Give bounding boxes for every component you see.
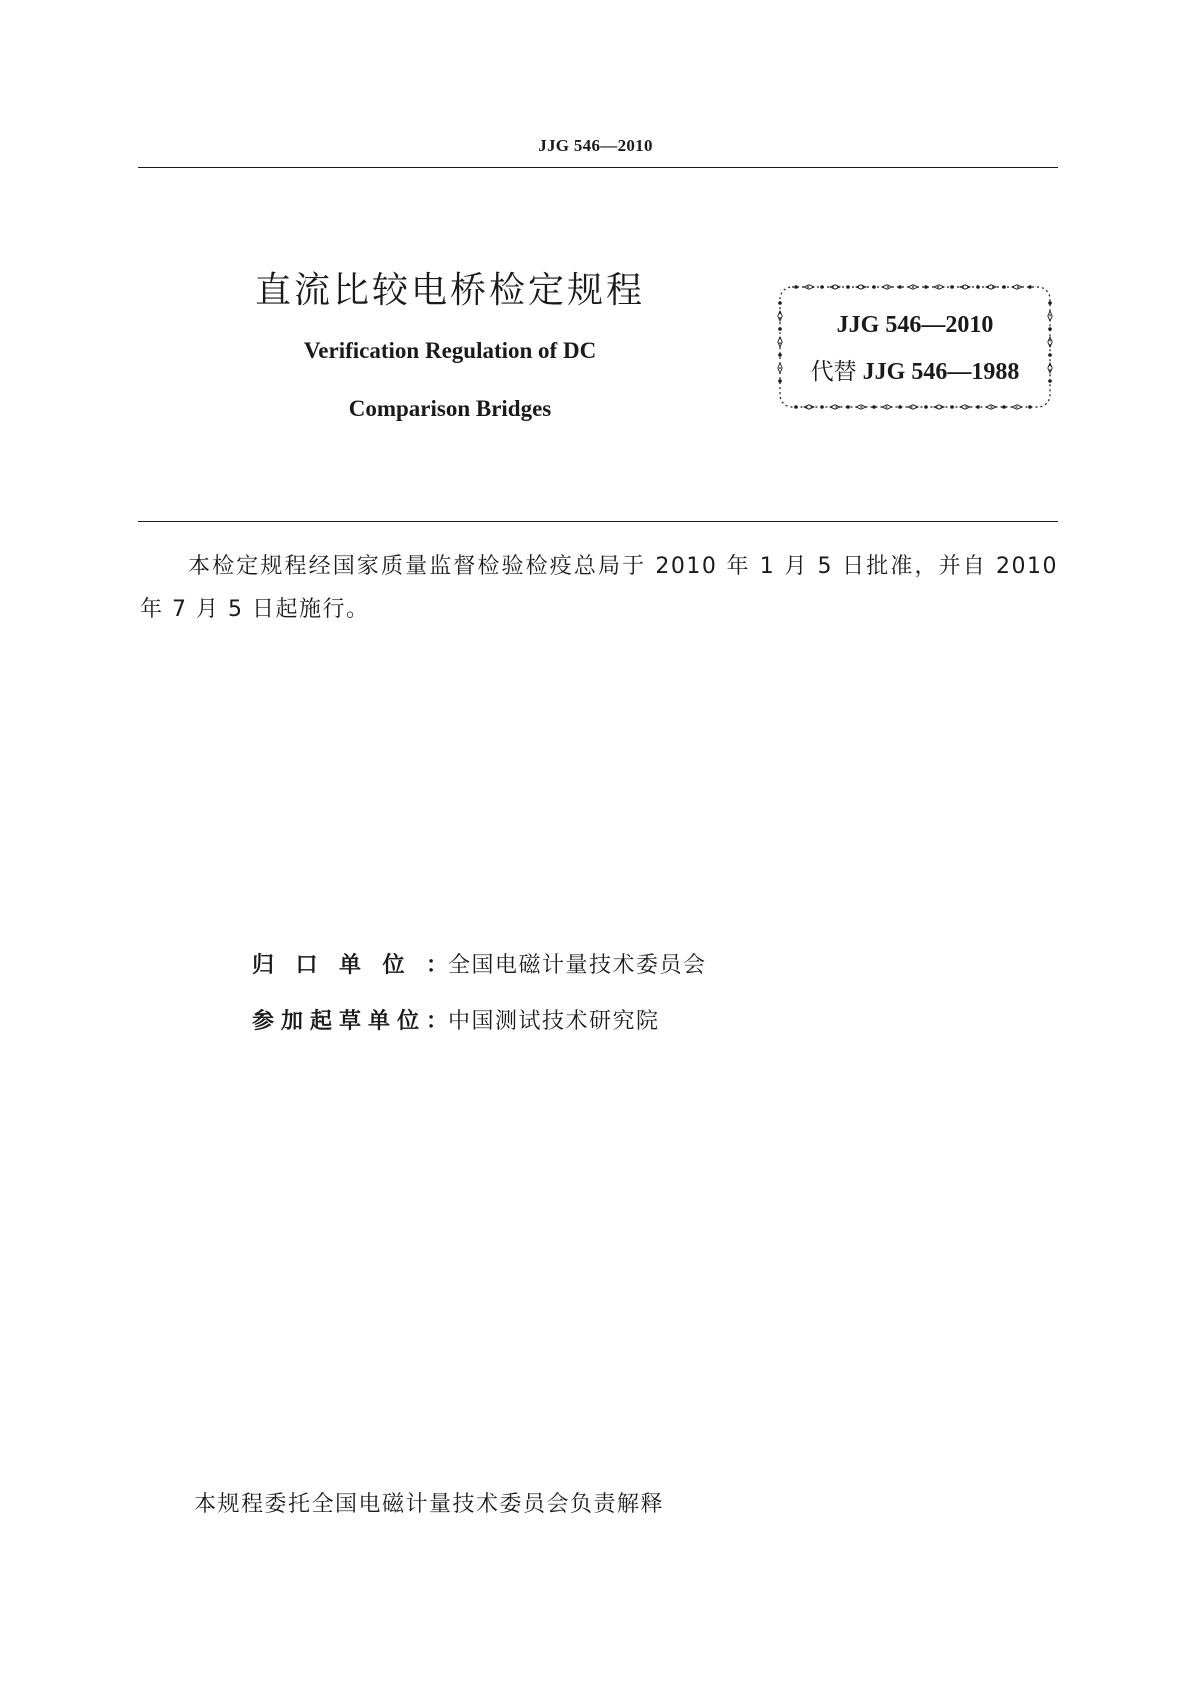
replaces-prefix: 代替 bbox=[810, 359, 857, 385]
frame-dot-ornament bbox=[794, 285, 798, 289]
responsible-unit-value: 全国电磁计量技术委员会 bbox=[448, 953, 707, 978]
frame-dot-ornament bbox=[950, 405, 954, 409]
responsible-unit-label: 归口单位： bbox=[252, 953, 448, 978]
drafting-unit-row bbox=[252, 1004, 660, 1035]
running-header-code: JJG 546—2010 bbox=[538, 136, 653, 155]
frame-dot-ornament bbox=[1028, 405, 1032, 409]
frame-dot-ornament bbox=[950, 285, 954, 289]
regulation-code: JJG 546—2010 bbox=[836, 312, 994, 338]
interpretation-note: 本规程委托全国电磁计量技术委员会负责解释 bbox=[194, 1492, 665, 1517]
drafting-unit-label: 参加起草单位： bbox=[252, 1009, 448, 1034]
frame-dot-ornament bbox=[898, 285, 902, 289]
regulation-code-box bbox=[776, 283, 1054, 411]
frame-dot-ornament bbox=[1002, 405, 1006, 409]
replaced-regulation-code: JJG 546—1988 bbox=[862, 359, 1020, 385]
frame-dot-ornament bbox=[898, 405, 902, 409]
frame-dot-ornament bbox=[1048, 301, 1052, 305]
frame-dot-ornament bbox=[1002, 285, 1006, 289]
frame-dot-ornament bbox=[820, 285, 824, 289]
approval-statement: 本检定规程经国家质量监督检验检疫总局于 2010 年 1 月 5 日批准，并自 2010 年 7 月 5 日起施行。 bbox=[140, 554, 1058, 622]
frame-dot-ornament bbox=[820, 405, 824, 409]
frame-dot-ornament bbox=[1028, 285, 1032, 289]
header-rule bbox=[138, 167, 1058, 168]
frame-dot-ornament bbox=[846, 405, 850, 409]
frame-dot-ornament bbox=[924, 405, 928, 409]
frame-dot-ornament bbox=[778, 301, 782, 305]
section-rule bbox=[138, 521, 1058, 522]
frame-dot-ornament bbox=[872, 285, 876, 289]
frame-dot-ornament bbox=[846, 285, 850, 289]
frame-dot-ornament bbox=[872, 405, 876, 409]
replaces-line bbox=[776, 353, 1054, 386]
frame-dot-ornament bbox=[976, 405, 980, 409]
regulation-title-english-line2: Comparison Bridges bbox=[348, 396, 552, 421]
regulation-title-english-line1: Verification Regulation of DC bbox=[303, 338, 597, 363]
drafting-unit-value: 中国测试技术研究院 bbox=[448, 1009, 660, 1034]
decorative-frame bbox=[776, 283, 1054, 411]
responsible-unit-row bbox=[252, 948, 707, 979]
regulation-title-chinese: 直流比较电桥检定规程 bbox=[254, 270, 645, 311]
frame-dot-ornament bbox=[924, 285, 928, 289]
frame-dot-ornament bbox=[794, 405, 798, 409]
frame-dot-ornament bbox=[976, 285, 980, 289]
